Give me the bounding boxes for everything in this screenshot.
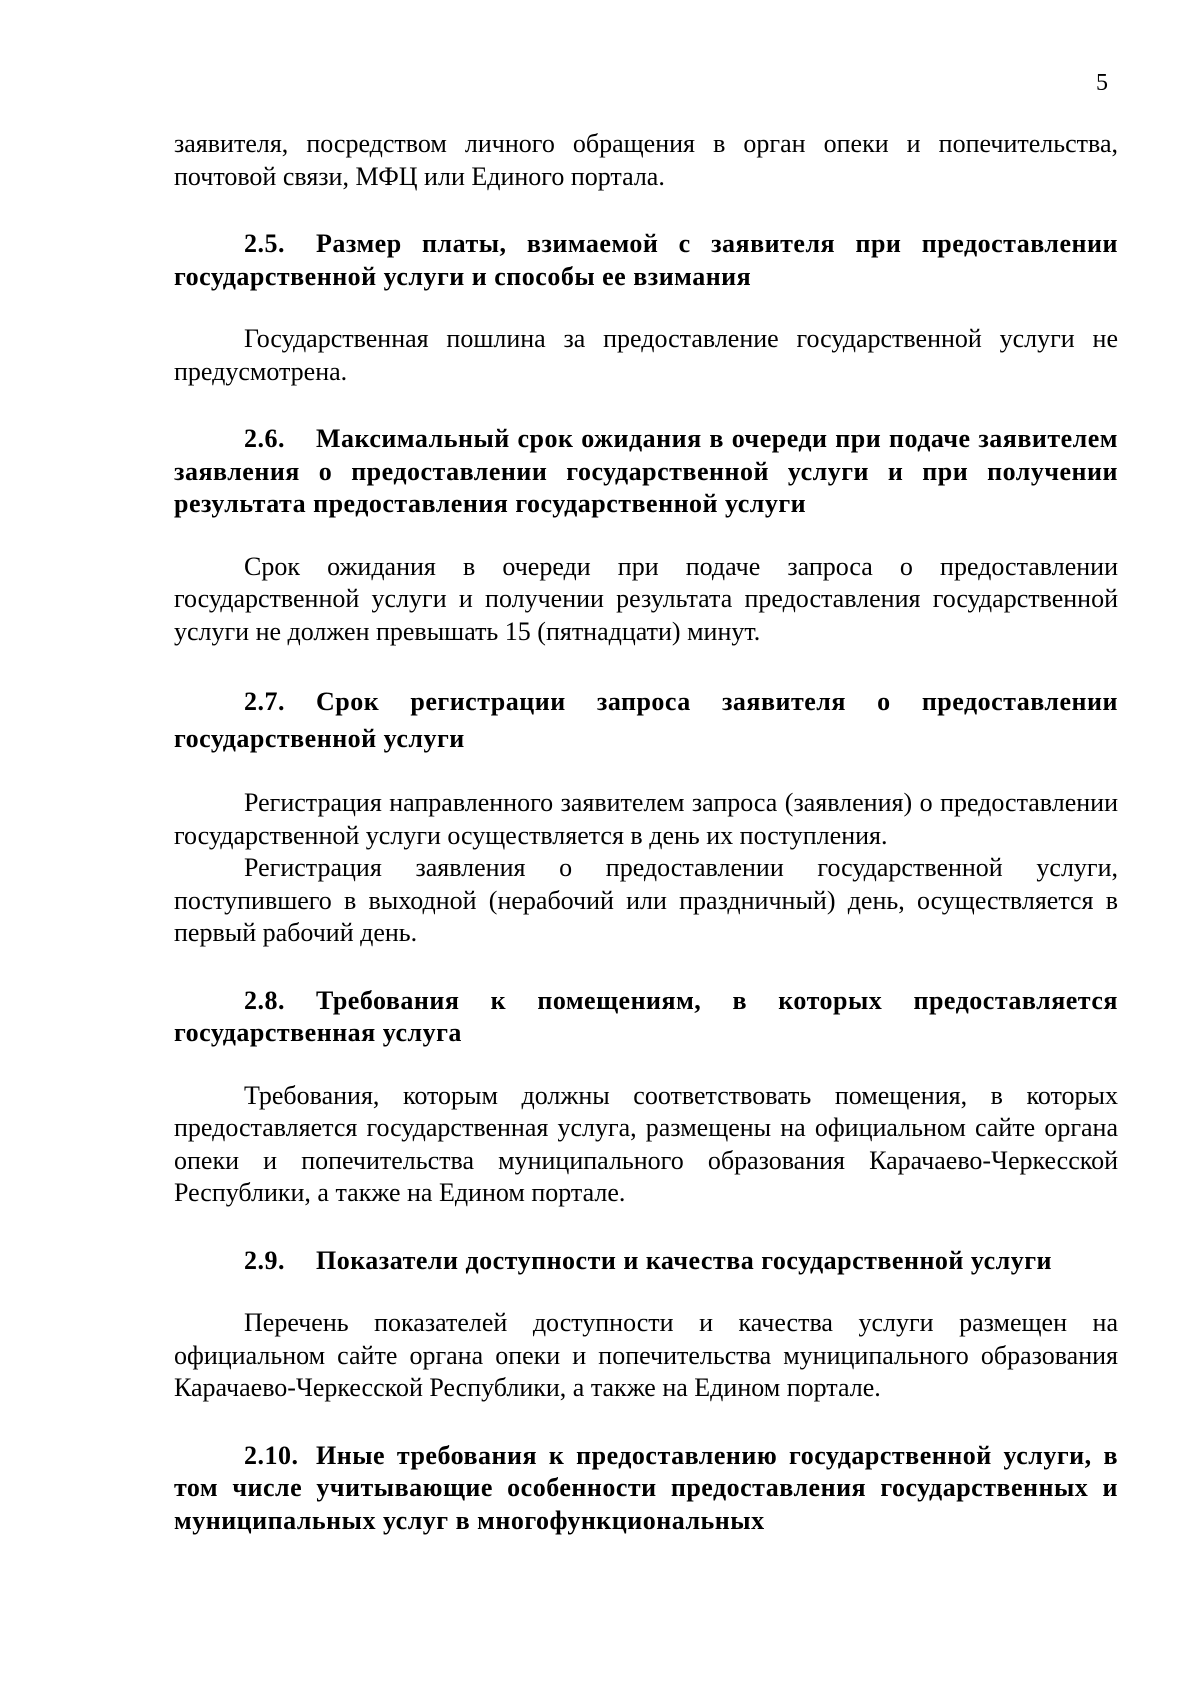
section-number: 2.7. bbox=[244, 687, 285, 716]
intro-paragraph: заявителя, посредством личного обращения в орган опеки и попечительства, почтовой связи, МФЦ или Единого портала. bbox=[174, 129, 1118, 191]
section-number: 2.5. bbox=[244, 229, 285, 258]
document-body bbox=[174, 128, 1118, 1537]
body-paragraph: Срок ожидания в очереди при подаче запроса о предоставлении государственной услуги и получении результата предоставления государственной услуги не должен превышать 15 (пятнадцати) минут. bbox=[174, 551, 1118, 646]
section-number: 2.9. bbox=[244, 1245, 285, 1275]
section-title: Срок регистрации запроса заявителя о предоставлении государственной услуги bbox=[174, 687, 1118, 753]
body-paragraph: Регистрация заявления о предоставлении государственной услуги, поступившего в выходной (нерабочий или праздничный) день, осуществляется в первый рабочий день. bbox=[174, 853, 1118, 947]
section-heading bbox=[174, 1245, 1118, 1278]
body-paragraph: Перечень показателей доступности и качества услуги размещен на официальном сайте органа опеки и попечительства муниципального образования Карачаево-Черкесской Республики, а также на Едином портале. bbox=[174, 1308, 1118, 1402]
section-number: 2.10. bbox=[244, 1440, 299, 1470]
section-heading bbox=[174, 1440, 1118, 1538]
body-paragraph: Государственная пошлина за предоставление государственной услуги не предусмотрена. bbox=[174, 324, 1118, 386]
section-title: Максимальный срок ожидания в очереди при подаче заявителем заявления о предоставлении государственной услуги и при получении результата предоставления государственной услуги bbox=[174, 424, 1118, 518]
section-number: 2.8. bbox=[244, 985, 285, 1015]
section-heading bbox=[174, 228, 1118, 293]
page-number: 5 bbox=[1096, 70, 1108, 96]
section-title: Размер платы, взимаемой с заявителя при предоставлении государственной услуги и способы ее взимания bbox=[174, 229, 1118, 291]
section-title: Показатели доступности и качества государственной услуги bbox=[316, 1245, 1053, 1275]
section-heading bbox=[174, 985, 1118, 1050]
section-title: Требования к помещениям, в которых предоставляется государственная услуга bbox=[174, 985, 1118, 1047]
section-number: 2.6. bbox=[244, 424, 285, 453]
body-paragraph: Регистрация направленного заявителем запроса (заявления) о предоставлении государственной услуги осуществляется в день их поступления. bbox=[174, 788, 1118, 850]
section-title: Иные требования к предоставлению государственной услуги, в том числе учитывающие особенности предоставления государственных и муниципальных услуг в многофункциональных bbox=[174, 1440, 1118, 1535]
body-paragraph: Требования, которым должны соответствовать помещения, в которых предоставляется государственная услуга, размещены на официальном сайте органа опеки и попечительства муниципального образования Карачаево-Черкесской Республики, а также на Едином портале. bbox=[174, 1080, 1118, 1207]
section-heading bbox=[174, 683, 1118, 757]
section-heading bbox=[174, 423, 1118, 521]
